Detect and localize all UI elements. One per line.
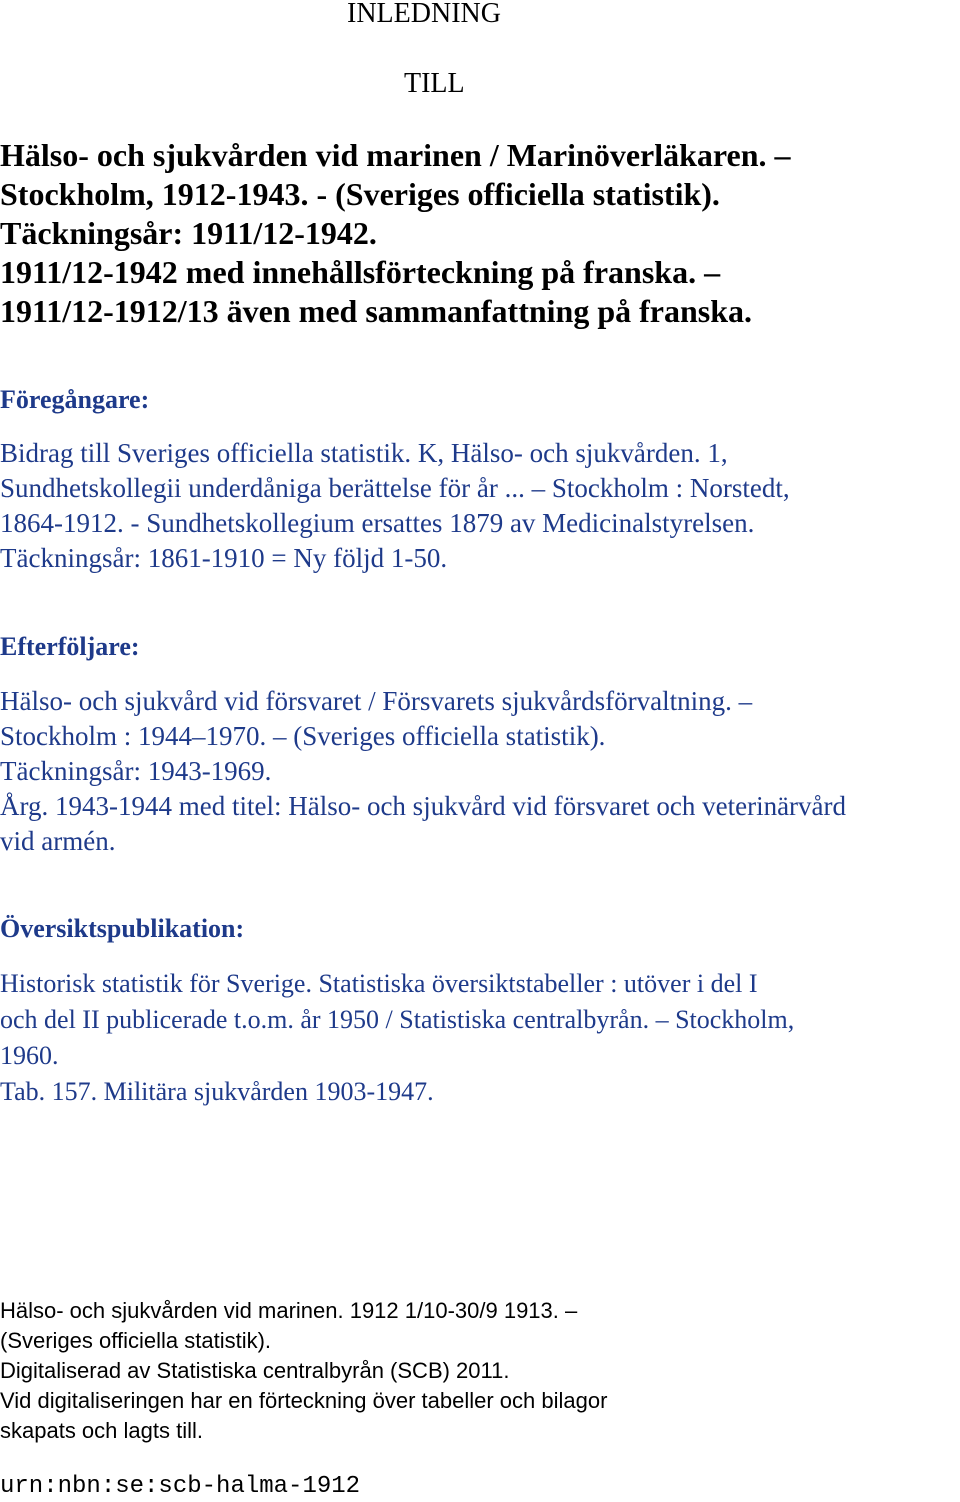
successor-line: Täckningsår: 1943-1969. [0,756,272,786]
page-subtitle: TILL [404,68,465,99]
footer-line: skapats och lagts till. [0,1418,203,1443]
predecessor-line: 1864-1912. - Sundhetskollegium ersattes 1879 av Medicinalstyrelsen. [0,508,755,538]
overview-line: Tab. 157. Militära sjukvården 1903-1947. [0,1077,434,1106]
successor-line: Hälso- och sjukvård vid försvaret / Försvarets sjukvårdsförvaltning. – [0,686,753,716]
successor-line: Årg. 1943-1944 med titel: Hälso- och sjukvård vid försvaret och veterinärvård [0,791,847,821]
successor-text [0,684,846,859]
title-line: 1911/12-1942 med innehållsförteckning på franska. – [0,254,721,290]
predecessor-line: Täckningsår: 1861-1910 = Ny följd 1-50. [0,543,448,573]
overview-line: Historisk statistik för Sverige. Statistiska översiktstabeller : utöver i del I [0,969,758,998]
title-line: Täckningsår: 1911/12-1942. [0,215,377,251]
title-line: 1911/12-1912/13 även med sammanfattning på franska. [0,293,753,329]
publication-title-block [0,136,791,331]
overview-line: 1960. [0,1041,59,1070]
overview-heading: Översiktspublikation: [0,914,245,943]
page-title: INLEDNING [347,0,501,29]
predecessor-heading: Föregångare: [0,385,150,414]
predecessor-line: Sundhetskollegii underdåniga berättelse för år ... – Stockholm : Norstedt, [0,473,790,503]
footer-line: (Sveriges officiella statistik). [0,1328,272,1353]
overview-text [0,966,794,1110]
digitization-note [0,1296,607,1446]
footer-line: Digitaliserad av Statistiska centralbyrån (SCB) 2011. [0,1358,510,1383]
overview-line: och del II publicerade t.o.m. år 1950 / Statistiska centralbyrån. – Stockholm, [0,1005,795,1034]
title-line: Stockholm, 1912-1943. - (Sveriges officiella statistik). [0,176,720,212]
successor-line: vid armén. [0,826,116,856]
successor-line: Stockholm : 1944–1970. – (Sveriges officiella statistik). [0,721,606,751]
footer-line: Hälso- och sjukvården vid marinen. 1912 1/10-30/9 1913. – [0,1298,578,1323]
predecessor-line: Bidrag till Sveriges officiella statistik. K, Hälso- och sjukvården. 1, [0,438,728,468]
urn-identifier: urn:nbn:se:scb-halma-1912 [0,1473,361,1500]
footer-line: Vid digitaliseringen har en förteckning över tabeller och bilagor [0,1388,608,1413]
predecessor-text [0,436,790,576]
title-line: Hälso- och sjukvården vid marinen / Marinöverläkaren. – [0,137,791,173]
successor-heading: Efterföljare: [0,632,140,661]
